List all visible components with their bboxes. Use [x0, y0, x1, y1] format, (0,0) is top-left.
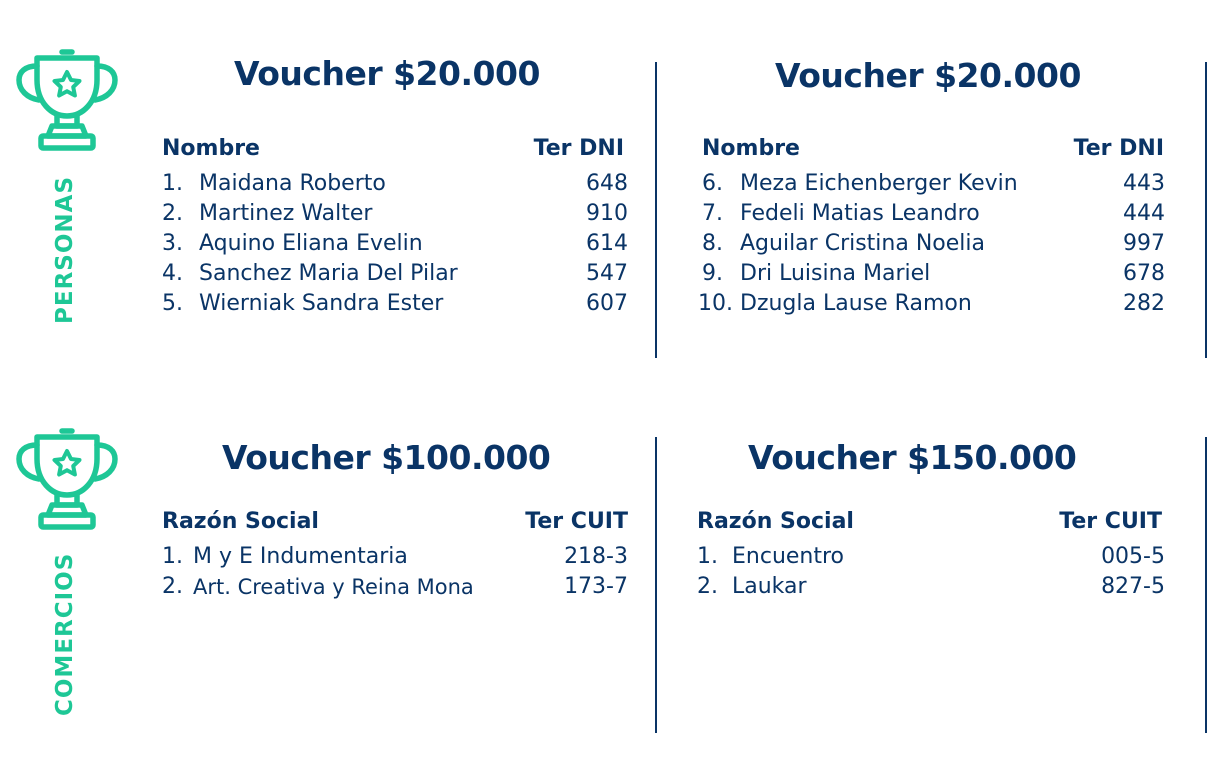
table-header [162, 136, 628, 166]
item-number: 2. [162, 574, 183, 599]
item-value: 173-7 [564, 574, 628, 599]
list-item [162, 542, 628, 572]
item-name: Encuentro [732, 544, 845, 569]
item-number: 3. [162, 231, 183, 256]
item-name: Aquino Eliana Evelin [199, 231, 423, 256]
item-value: 827-5 [1101, 574, 1165, 599]
panel-title: Voucher $150.000 [748, 438, 1077, 477]
winners-panel [697, 430, 1165, 630]
item-value: 282 [1123, 291, 1165, 316]
item-number: 8. [702, 231, 723, 256]
item-value: 444 [1123, 201, 1165, 226]
item-number: 1. [697, 544, 718, 569]
column-header-name: Nombre [702, 136, 800, 161]
item-name: Fedeli Matias Leandro [740, 201, 980, 226]
item-name: Sanchez Maria Del Pilar [199, 261, 458, 286]
list-item [698, 289, 1165, 319]
trophy-star-icon [14, 48, 120, 154]
item-value: 443 [1123, 171, 1165, 196]
list-item [162, 572, 628, 602]
list-item [162, 229, 628, 259]
item-name: Art. Creativa y Reina Mona [193, 575, 474, 599]
item-name: Maidana Roberto [199, 171, 386, 196]
item-name: Dri Luisina Mariel [740, 261, 931, 286]
item-number: 1. [162, 544, 183, 569]
item-name: Aguilar Cristina Noelia [740, 231, 985, 256]
item-name: Wierniak Sandra Ester [199, 291, 444, 316]
item-number: 4. [162, 261, 183, 286]
item-value: 005-5 [1101, 544, 1165, 569]
item-number: 9. [702, 261, 723, 286]
list-item [698, 199, 1165, 229]
divider [655, 437, 657, 733]
item-number: 5. [162, 291, 183, 316]
divider [1205, 62, 1207, 358]
item-name: Martinez Walter [199, 201, 373, 226]
item-name: M y E Indumentaria [193, 544, 408, 569]
list-item [697, 572, 1165, 602]
item-number: 1. [162, 171, 183, 196]
item-name: Meza Eichenberger Kevin [740, 171, 1018, 196]
item-number: 2. [162, 201, 183, 226]
column-header-value: Ter CUIT [1059, 509, 1162, 534]
item-value: 614 [586, 231, 628, 256]
item-name: Dzugla Lause Ramon [740, 291, 972, 316]
divider [655, 62, 657, 358]
list-item [162, 259, 628, 289]
panel-title: Voucher $100.000 [222, 438, 551, 477]
item-number: 2. [697, 574, 718, 599]
list-item [698, 169, 1165, 199]
item-value: 910 [586, 201, 628, 226]
trophy-star-icon [14, 427, 120, 533]
column-header-value: Ter DNI [1073, 136, 1164, 161]
list-item [698, 259, 1165, 289]
table-header [162, 509, 628, 539]
list-item [698, 229, 1165, 259]
item-value: 678 [1123, 261, 1165, 286]
item-name: Laukar [732, 574, 807, 599]
winners-panel [698, 50, 1165, 350]
list-item [162, 169, 628, 199]
item-number: 7. [702, 201, 723, 226]
column-header-value: Ter CUIT [525, 509, 628, 534]
item-value: 218-3 [564, 544, 628, 569]
item-value: 997 [1123, 231, 1165, 256]
list-item [697, 542, 1165, 572]
item-number: 6. [702, 171, 723, 196]
item-number: 10. [698, 291, 733, 316]
winners-panel [162, 430, 628, 630]
table-header [697, 509, 1165, 539]
divider [1205, 437, 1207, 733]
list-item [162, 289, 628, 319]
item-value: 648 [586, 171, 628, 196]
table-header [698, 136, 1165, 166]
list-item [162, 199, 628, 229]
winners-panel [162, 50, 628, 350]
column-header-name: Razón Social [697, 509, 854, 534]
panel-title: Voucher $20.000 [234, 54, 540, 93]
column-header-name: Nombre [162, 136, 260, 161]
column-header-name: Razón Social [162, 509, 319, 534]
item-value: 547 [586, 261, 628, 286]
panel-title: Voucher $20.000 [775, 56, 1081, 95]
column-header-value: Ter DNI [533, 136, 624, 161]
item-value: 607 [586, 291, 628, 316]
